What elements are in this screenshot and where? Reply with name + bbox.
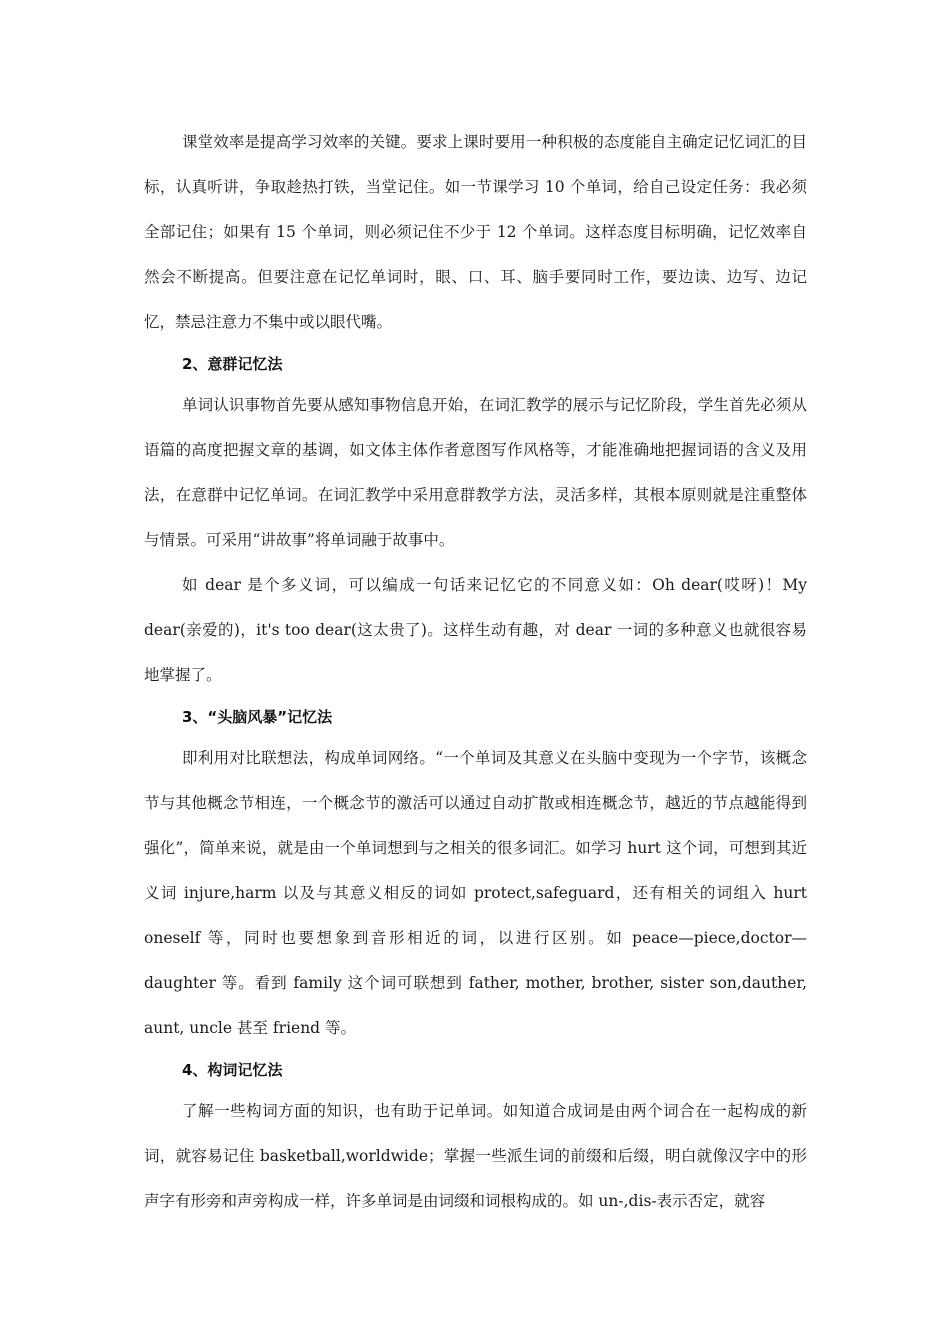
paragraph-meaning-group: 单词认识事物首先要从感知事物信息开始，在词汇教学的展示与记忆阶段，学生首先必须从语篇的高度把握文章的基调，如文体主体作者意图写作风格等，才能准确地把握词语的含义及用法，在意群中记忆单词。在词汇教学中采用意群教学方法，灵活多样，其根本原则就是注重整体与情景。可采用“讲故事”将单词融于故事中。 [144,396,807,549]
heading-brainstorm-method: 3、“头脑风暴”记忆法 [182,708,333,726]
heading-meaning-group-method: 2、意群记忆法 [182,355,283,373]
heading-word-formation-method: 4、构词记忆法 [182,1061,283,1079]
paragraph-dear-example: 如 dear 是个多义词，可以编成一句话来记忆它的不同意义如：Oh dear(哎呀)！My dear(亲爱的)，it's too dear(这太贵了)。这样生动有趣，对 dear 一词的多种意义也就很容易地掌握了。 [144,576,807,684]
paragraph-class-efficiency: 课堂效率是提高学习效率的关键。要求上课时要用一种积极的态度能自主确定记忆词汇的目标，认真听讲，争取趁热打铁，当堂记住。如一节课学习 10 个单词，给自己设定任务：我必须全部记住；如果有 15 个单词，则必须记住不少于 12 个单词。这样态度目标明确，记忆效率自然会不断提高。但要注意在记忆单词时，眼、口、耳、脑手要同时工作，要边读、边写、边记忆，禁忌注意力不集中或以眼代嘴。 [144,133,807,331]
paragraph-brainstorm: 即利用对比联想法，构成单词网络。“一个单词及其意义在头脑中变现为一个字节，该概念节与其他概念节相连，一个概念节的激活可以通过自动扩散或相连概念节，越近的节点越能得到强化”，简单来说，就是由一个单词想到与之相关的很多词汇。如学习 hurt 这个词，可想到其近义词 injure,harm 以及与其意义相反的词如 protect,safeguard，还有相关的词组入 hurt oneself 等，同时也要想象到音形相近的词，以进行区别。如 peace—piece,doctor—daughter 等。看到 family 这个词可联想到 father, mother, brother, sister son,dauther, aunt, uncle 甚至 friend 等。 [144,749,807,1037]
paragraph-word-formation: 了解一些构词方面的知识，也有助于记单词。如知道合成词是由两个词合在一起构成的新词，就容易记住 basketball,worldwide；掌握一些派生词的前缀和后缀，明白就像汉字中的形声字有形旁和声旁构成一样，许多单词是由词缀和词根构成的。如 un-,dis-表示否定，就容 [144,1102,807,1210]
document-body [144,120,807,1224]
